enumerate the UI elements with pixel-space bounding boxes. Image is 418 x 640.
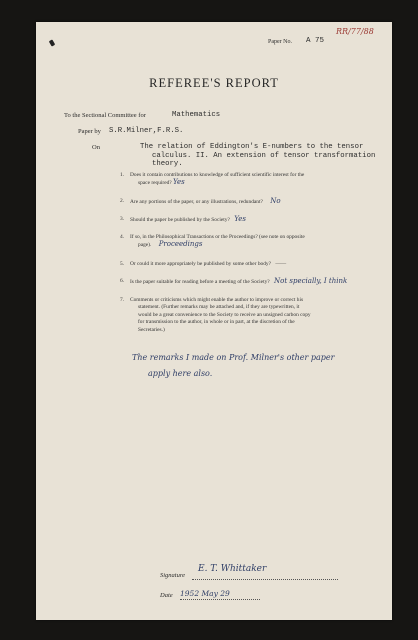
question-6 bbox=[130, 278, 378, 286]
question-6-number: 6. bbox=[120, 278, 125, 284]
question-4-number: 4. bbox=[120, 234, 125, 240]
question-2 bbox=[130, 198, 378, 206]
question-6-line-1: Is the paper suitable for reading before a meeting of the Society? bbox=[130, 279, 270, 285]
question-4 bbox=[130, 234, 378, 250]
question-1 bbox=[130, 172, 378, 188]
question-4-line-2: page). bbox=[138, 242, 152, 249]
question-4-line-1: If so, in the Philosophical Transactions or the Proceedings? (see note on opposite bbox=[130, 234, 305, 240]
referee-remarks bbox=[132, 350, 334, 382]
ink-mark-icon bbox=[49, 39, 55, 46]
question-3-line-1: Should the paper be published by the Society? bbox=[130, 217, 230, 223]
question-7-line-3: would be a great convenience to the Society to receive an unsigned carbon copy bbox=[138, 311, 311, 318]
question-7-number: 7. bbox=[120, 297, 125, 303]
question-1-line-2: space required? bbox=[138, 180, 172, 187]
paper-title-line-3: theory. bbox=[152, 160, 183, 168]
question-3-number: 3. bbox=[120, 216, 125, 222]
date-value: 1952 May 29 bbox=[180, 589, 230, 598]
paper-title-line-1: The relation of Eddington's E-numbers to the tensor bbox=[140, 143, 364, 151]
question-1-answer: Yes bbox=[173, 178, 185, 187]
question-4-answer: Proceedings bbox=[158, 240, 203, 249]
question-5-answer: —— bbox=[275, 261, 287, 267]
date-label: Date bbox=[160, 592, 173, 599]
question-5-line-1: Or could it more appropriately be published by some other body? bbox=[130, 261, 272, 267]
signature-line bbox=[192, 579, 338, 580]
archive-reference: RR/77/88 bbox=[336, 27, 374, 36]
remarks-line-1: The remarks I made on Prof. Milner's other paper bbox=[132, 353, 335, 362]
question-7-line-1: Comments or criticisms which might enable the author to improve or correct his bbox=[130, 297, 304, 303]
page-title: REFEREE'S REPORT bbox=[149, 76, 279, 90]
committee-value: Mathematics bbox=[172, 111, 221, 119]
question-3 bbox=[130, 216, 378, 224]
paper-by-label: Paper by bbox=[78, 128, 101, 135]
on-label: On bbox=[92, 144, 100, 151]
question-3-answer: Yes bbox=[234, 215, 246, 223]
committee-label: To the Sectional Committee for bbox=[64, 112, 146, 119]
paper-number-label: Paper No. bbox=[268, 39, 292, 45]
question-5 bbox=[130, 261, 378, 268]
question-1-number: 1. bbox=[120, 172, 125, 178]
question-2-number: 2. bbox=[120, 198, 125, 204]
question-1-line-1: Does it contain contributions to knowledge of sufficient scientific interest for the bbox=[130, 172, 305, 178]
referee-report-sheet bbox=[36, 22, 392, 620]
question-7 bbox=[130, 297, 378, 334]
question-2-line-1: Are any portions of the paper, or any illustrations, redundant? bbox=[130, 199, 263, 205]
paper-by-value: S.R.Milner,F.R.S. bbox=[109, 127, 184, 135]
signature-label: Signature bbox=[160, 572, 186, 579]
question-6-answer: Not specially, I think bbox=[274, 277, 348, 285]
question-2-answer: No bbox=[270, 197, 281, 205]
question-7-line-2: statement. (Further remarks may be attached and, if they are typewritten, it bbox=[138, 304, 300, 311]
remarks-line-2: apply here also. bbox=[148, 369, 213, 378]
paper-title-line-2: calculus. II. An extension of tensor transformation bbox=[152, 151, 376, 160]
paper-number-value: A 75 bbox=[306, 37, 325, 45]
paper-title bbox=[140, 143, 375, 169]
question-5-number: 5. bbox=[120, 261, 125, 267]
signature-value: E. T. Whittaker bbox=[198, 564, 267, 574]
date-line bbox=[180, 599, 260, 600]
question-7-line-4: for transmission to the author, in whole or in part, at the discretion of the bbox=[138, 319, 295, 326]
question-7-line-5: Secretaries.) bbox=[138, 326, 165, 333]
